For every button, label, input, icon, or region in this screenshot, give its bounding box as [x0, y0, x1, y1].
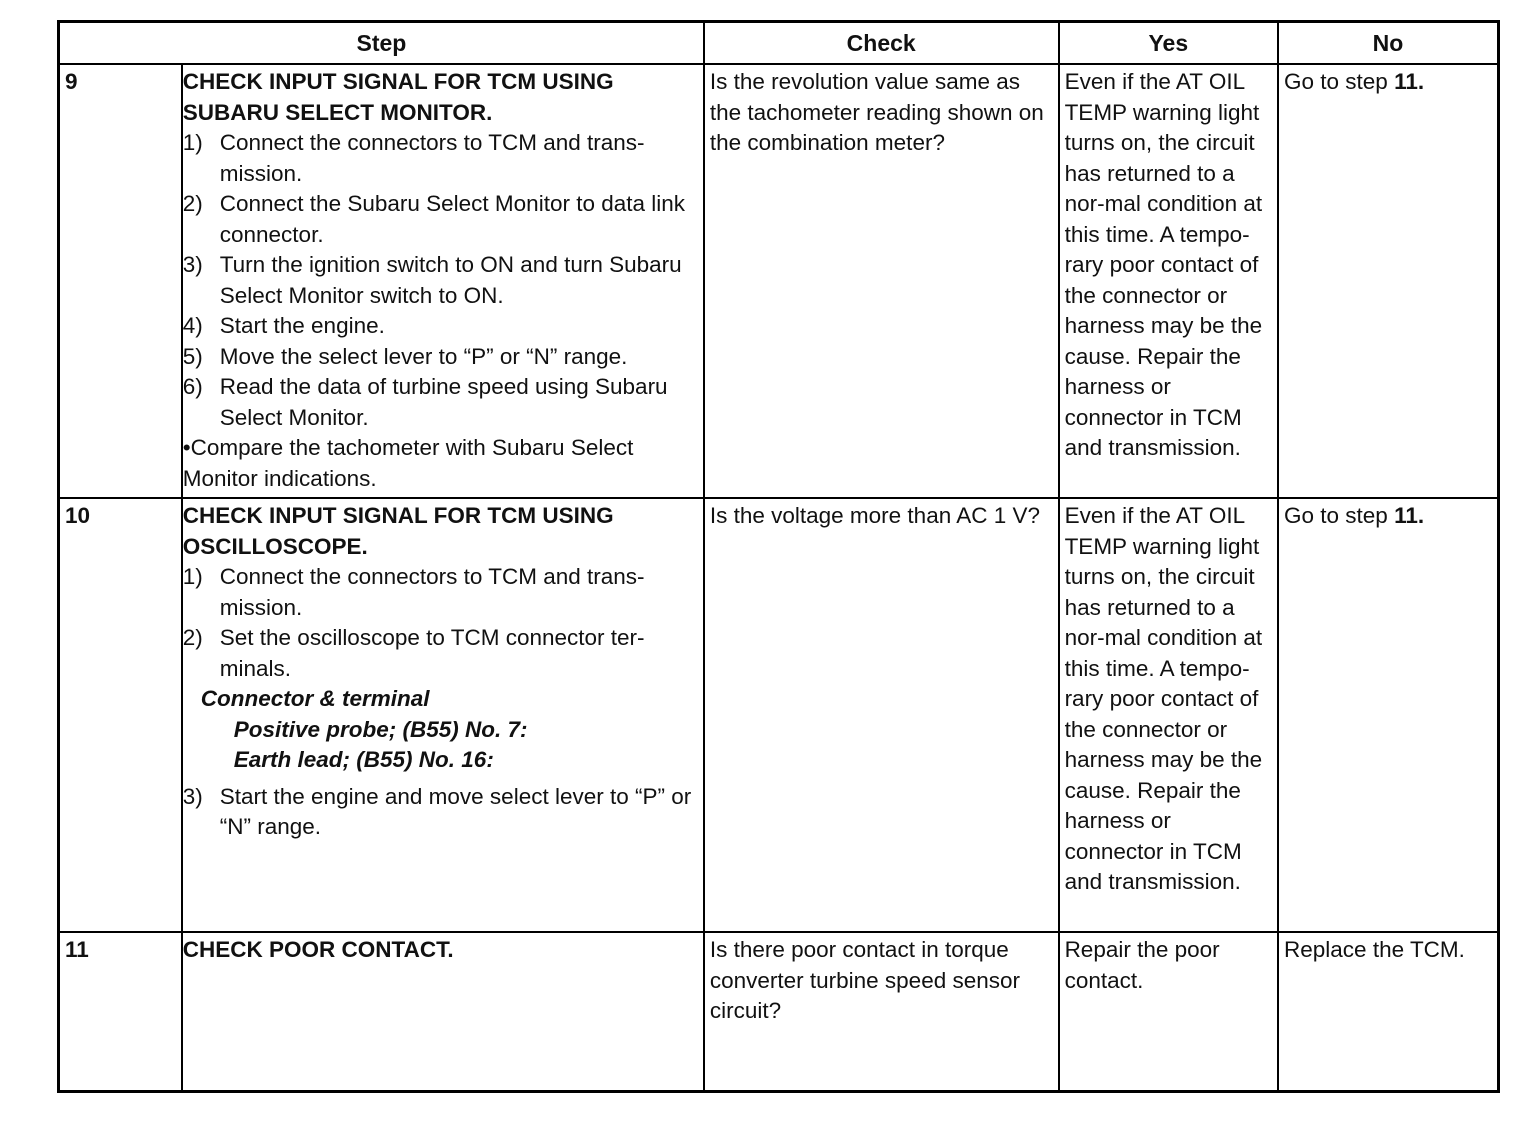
table-row	[59, 64, 1499, 498]
check-cell: Is there poor contact in torque converter turbine speed sensor circuit?	[704, 932, 1059, 1092]
step-title: CHECK POOR CONTACT.	[182, 937, 454, 962]
step-title: CHECK INPUT SIGNAL FOR TCM USING SUBARU SELECT MONITOR.	[182, 69, 614, 125]
connector-line: Earth lead; (B55) No. 16:	[233, 747, 494, 772]
troubleshooting-table	[57, 20, 1500, 1093]
table-header-row	[59, 22, 1499, 65]
header-yes: Yes	[1059, 22, 1278, 65]
substep: 2) Connect the Subaru Select Monitor to data link connector.	[182, 191, 686, 247]
step-number: 11	[59, 932, 182, 1092]
table-row	[59, 498, 1499, 932]
substep: 5) Move the select lever to “P” or “N” range.	[182, 343, 628, 369]
step-description	[182, 498, 704, 932]
header-step: Step	[59, 22, 704, 65]
header-no: No	[1278, 22, 1498, 65]
step-link: 11.	[1394, 503, 1425, 528]
step-description	[182, 64, 704, 498]
no-cell: Replace the TCM.	[1278, 932, 1498, 1092]
substep: 3) Turn the ignition switch to ON and turn Subaru Select Monitor switch to ON.	[182, 252, 682, 308]
step-number: 9	[59, 64, 182, 498]
step-link: 11.	[1394, 69, 1425, 94]
step-number: 10	[59, 498, 182, 932]
substep: 1) Connect the connectors to TCM and trans-mission.	[182, 130, 645, 186]
yes-cell: Even if the AT OIL TEMP warning light turns on, the circuit has returned to a nor-mal condition at this time. A tempo-rary poor contact of the connector or harness may be the cause. Repair the harness or connector in TCM and transmission.	[1059, 498, 1278, 932]
substep: 3) Start the engine and move select lever to “P” or “N” range.	[182, 783, 692, 839]
connector-heading: Connector & terminal	[200, 686, 430, 711]
header-check: Check	[704, 22, 1059, 65]
step-title: CHECK INPUT SIGNAL FOR TCM USING OSCILLOSCOPE.	[182, 503, 614, 559]
check-cell: Is the voltage more than AC 1 V?	[704, 498, 1059, 932]
bullet-note: •Compare the tachometer with Subaru Select Monitor indications.	[182, 435, 634, 491]
yes-cell: Repair the poor contact.	[1059, 932, 1278, 1092]
step-description	[182, 932, 704, 1092]
check-cell: Is the revolution value same as the tachometer reading shown on the combination meter?	[704, 64, 1059, 498]
table-row	[59, 932, 1499, 1092]
no-cell: Go to step 11.	[1278, 64, 1498, 498]
substep: 4) Start the engine.	[182, 313, 385, 338]
no-cell: Go to step 11.	[1278, 498, 1498, 932]
substep: 1) Connect the connectors to TCM and trans-mission.	[182, 564, 645, 620]
substep: 6) Read the data of turbine speed using Subaru Select Monitor.	[182, 374, 668, 430]
yes-cell: Even if the AT OIL TEMP warning light turns on, the circuit has returned to a nor-mal condition at this time. A tempo-rary poor contact of the connector or harness may be the cause. Repair the harness or connector in TCM and transmission.	[1059, 64, 1278, 498]
substep: 2) Set the oscilloscope to TCM connector ter-minals.	[182, 625, 645, 681]
connector-line: Positive probe; (B55) No. 7:	[233, 716, 528, 742]
